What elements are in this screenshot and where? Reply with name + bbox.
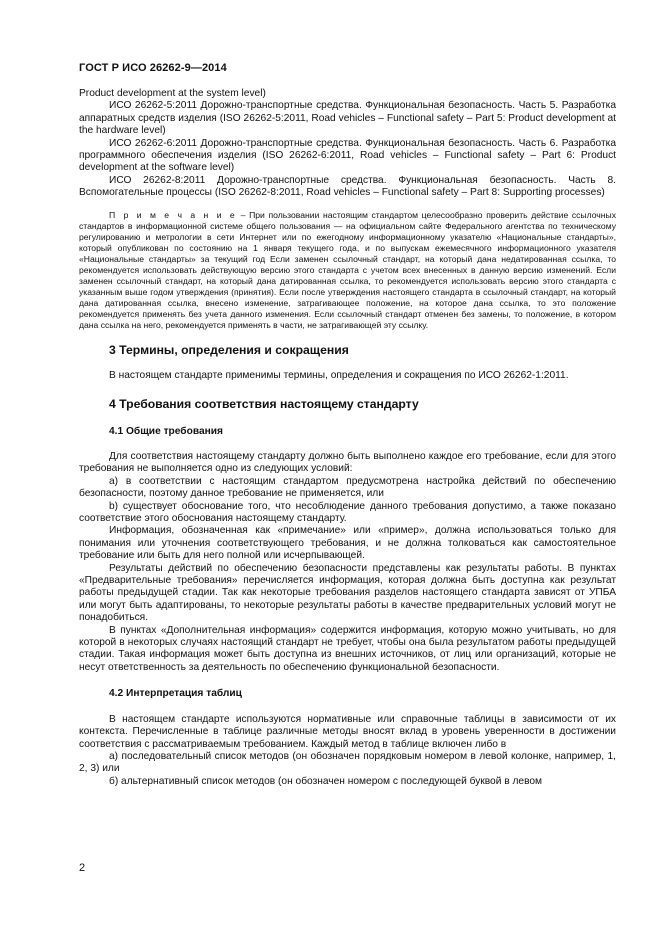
section-4-2-item-a: а) последовательный список методов (он обозначен порядковым номером в левой колонке, например, 1, 2, 3) или <box>79 750 616 775</box>
section-4-1-paragraph-notes: Информация, обозначенная как «примечание» или «пример», должна использоваться только для понимания или уточнения соответствующего требования, и не должна толковаться как самостоятельное требование или быть для него полной или исчерпывающей. <box>79 525 616 562</box>
reference-iso-26262-5: ИСО 26262-5:2011 Дорожно-транспортные средства. Функциональная безопасность. Часть 5. Разработка аппаратных средств изделия (ISO 26262-5:2011, Road vehicles – Functional safety – Part 5: Product development at the hardware level) <box>79 100 616 137</box>
document-header-code: ГОСТ Р ИСО 26262-9—2014 <box>79 62 227 74</box>
section-4-1-paragraph-results: Результаты действий по обеспечению безопасности представлены как результаты работы. В пунктах «Предварительные требования» перечисляется информация, которая должна быть доступна как результат работы предыдущей стадии. Так как некоторые требования разделов настоящего стандарта зависят от УПБА или могут быть адаптированы, то некоторые результаты работы в качестве предварительных условий могут не понадобиться. <box>79 562 616 624</box>
section-4-heading: 4 Требования соответствия настоящему стандарту <box>109 396 419 411</box>
reference-iso-26262-8: ИСО 26262-8:2011 Дорожно-транспортные средства. Функциональная безопасность. Часть 8. Вспомогательные процессы (ISO 26262-8:2011, Road vehicles – Functional safety – Part 8: Supporting processes) <box>79 174 616 199</box>
subsection-4-1-heading: 4.1 Общие требования <box>109 425 223 437</box>
section-4-1-item-a: а) в соответствии с настоящим стандартом предусмотрена настройка действий по обеспечению безопасности, поэтому данное требование не применяется, или <box>79 475 616 500</box>
section-4-1-item-b: b) существует обоснование того, что несоблюдение данного требования допустимо, а также показано соответствие этого обоснования настоящему стандарту. <box>79 500 616 525</box>
page-number: 2 <box>79 862 86 874</box>
reference-iso-26262-6: ИСО 26262-6:2011 Дорожно-транспортные средства. Функциональная безопасность. Часть 6. Разработка программного обеспечения изделия (ISO 26262-6:2011, Road vehicles – Functional safety – Part 6: Product development at the software level) <box>79 137 616 174</box>
section-3-paragraph: В настоящем стандарте применимы термины, определения и сокращения по ИСО 26262-1:2011. <box>109 370 569 382</box>
section-3-heading: 3 Термины, определения и сокращения <box>109 343 349 358</box>
section-4-1-paragraph-additional: В пунктах «Дополнительная информация» содержится информация, которую можно учитывать, но для которой в некоторых случаях настоящий стандарт не требует, чтобы она была результатом работы предыдущей стадии. Такая информация может быть доступна из внешних источников, от лиц или организаций, которые не несут ответственность за деятельность по обеспечению функциональной безопасности. <box>79 624 616 673</box>
note-text: – При пользовании настоящим стандартом целесообразно проверить действие ссылочных стандартов в информационной системе общего пользования — на официальном сайте Федерального агентства по техническому регулированию и метрологии в сети Интернет или по ежегодному информационному указателю «Национальные стандарты», который опубликован по состоянию на 1 января текущего года, и по выпускам ежемесячного информационного указателя «Национальные стандарты» за текущий год Если заменен ссылочный стандарт, на который дана недатированная ссылка, то рекомендуется использовать действующую версию этого стандарта с учетом всех внесенных в данную версию изменений. Если заменен ссылочный стандарт, на который дана датированная ссылка, то рекомендуется использовать версию этого стандарта с указанным выше годом утверждения (принятия). Если после утверждения настоящего стандарта в ссылочный стандарт, на который дана датированная ссылка, внесено изменение, затрагивающее положение, на которое дана ссылка, то это положение рекомендуется применять без учета данного изменения. Если ссылочный стандарт отменен без замены, то положение, в котором дана ссылка на него, рекомендуется применять в части, не затрагивающей эту ссылку. <box>79 209 616 331</box>
subsection-4-2-heading: 4.2 Интерпретация таблиц <box>109 688 242 700</box>
reference-continuation: Product development at the system level) <box>79 88 266 99</box>
section-4-2-item-b: б) альтернативный список методов (он обозначен номером с последующей буквой в левом <box>109 775 543 787</box>
section-4-2-paragraph-1: В настоящем стандарте используются нормативные или справочные таблицы в зависимости от их контекста. Перечисленные в таблице различные методы вносят вклад в уровень уверенности в достижении соответствия с рассматриваемым требованием. Каждый метод в таблице включен либо в <box>79 713 616 750</box>
note-paragraph <box>79 210 616 332</box>
document-body <box>79 88 616 788</box>
note-label: П р и м е ч а н и е <box>109 209 238 220</box>
section-4-1-paragraph-1: Для соответствия настоящему стандарту должно быть выполнено каждое его требование, если для этого требования не выполняется одно из следующих условий: <box>79 450 616 475</box>
